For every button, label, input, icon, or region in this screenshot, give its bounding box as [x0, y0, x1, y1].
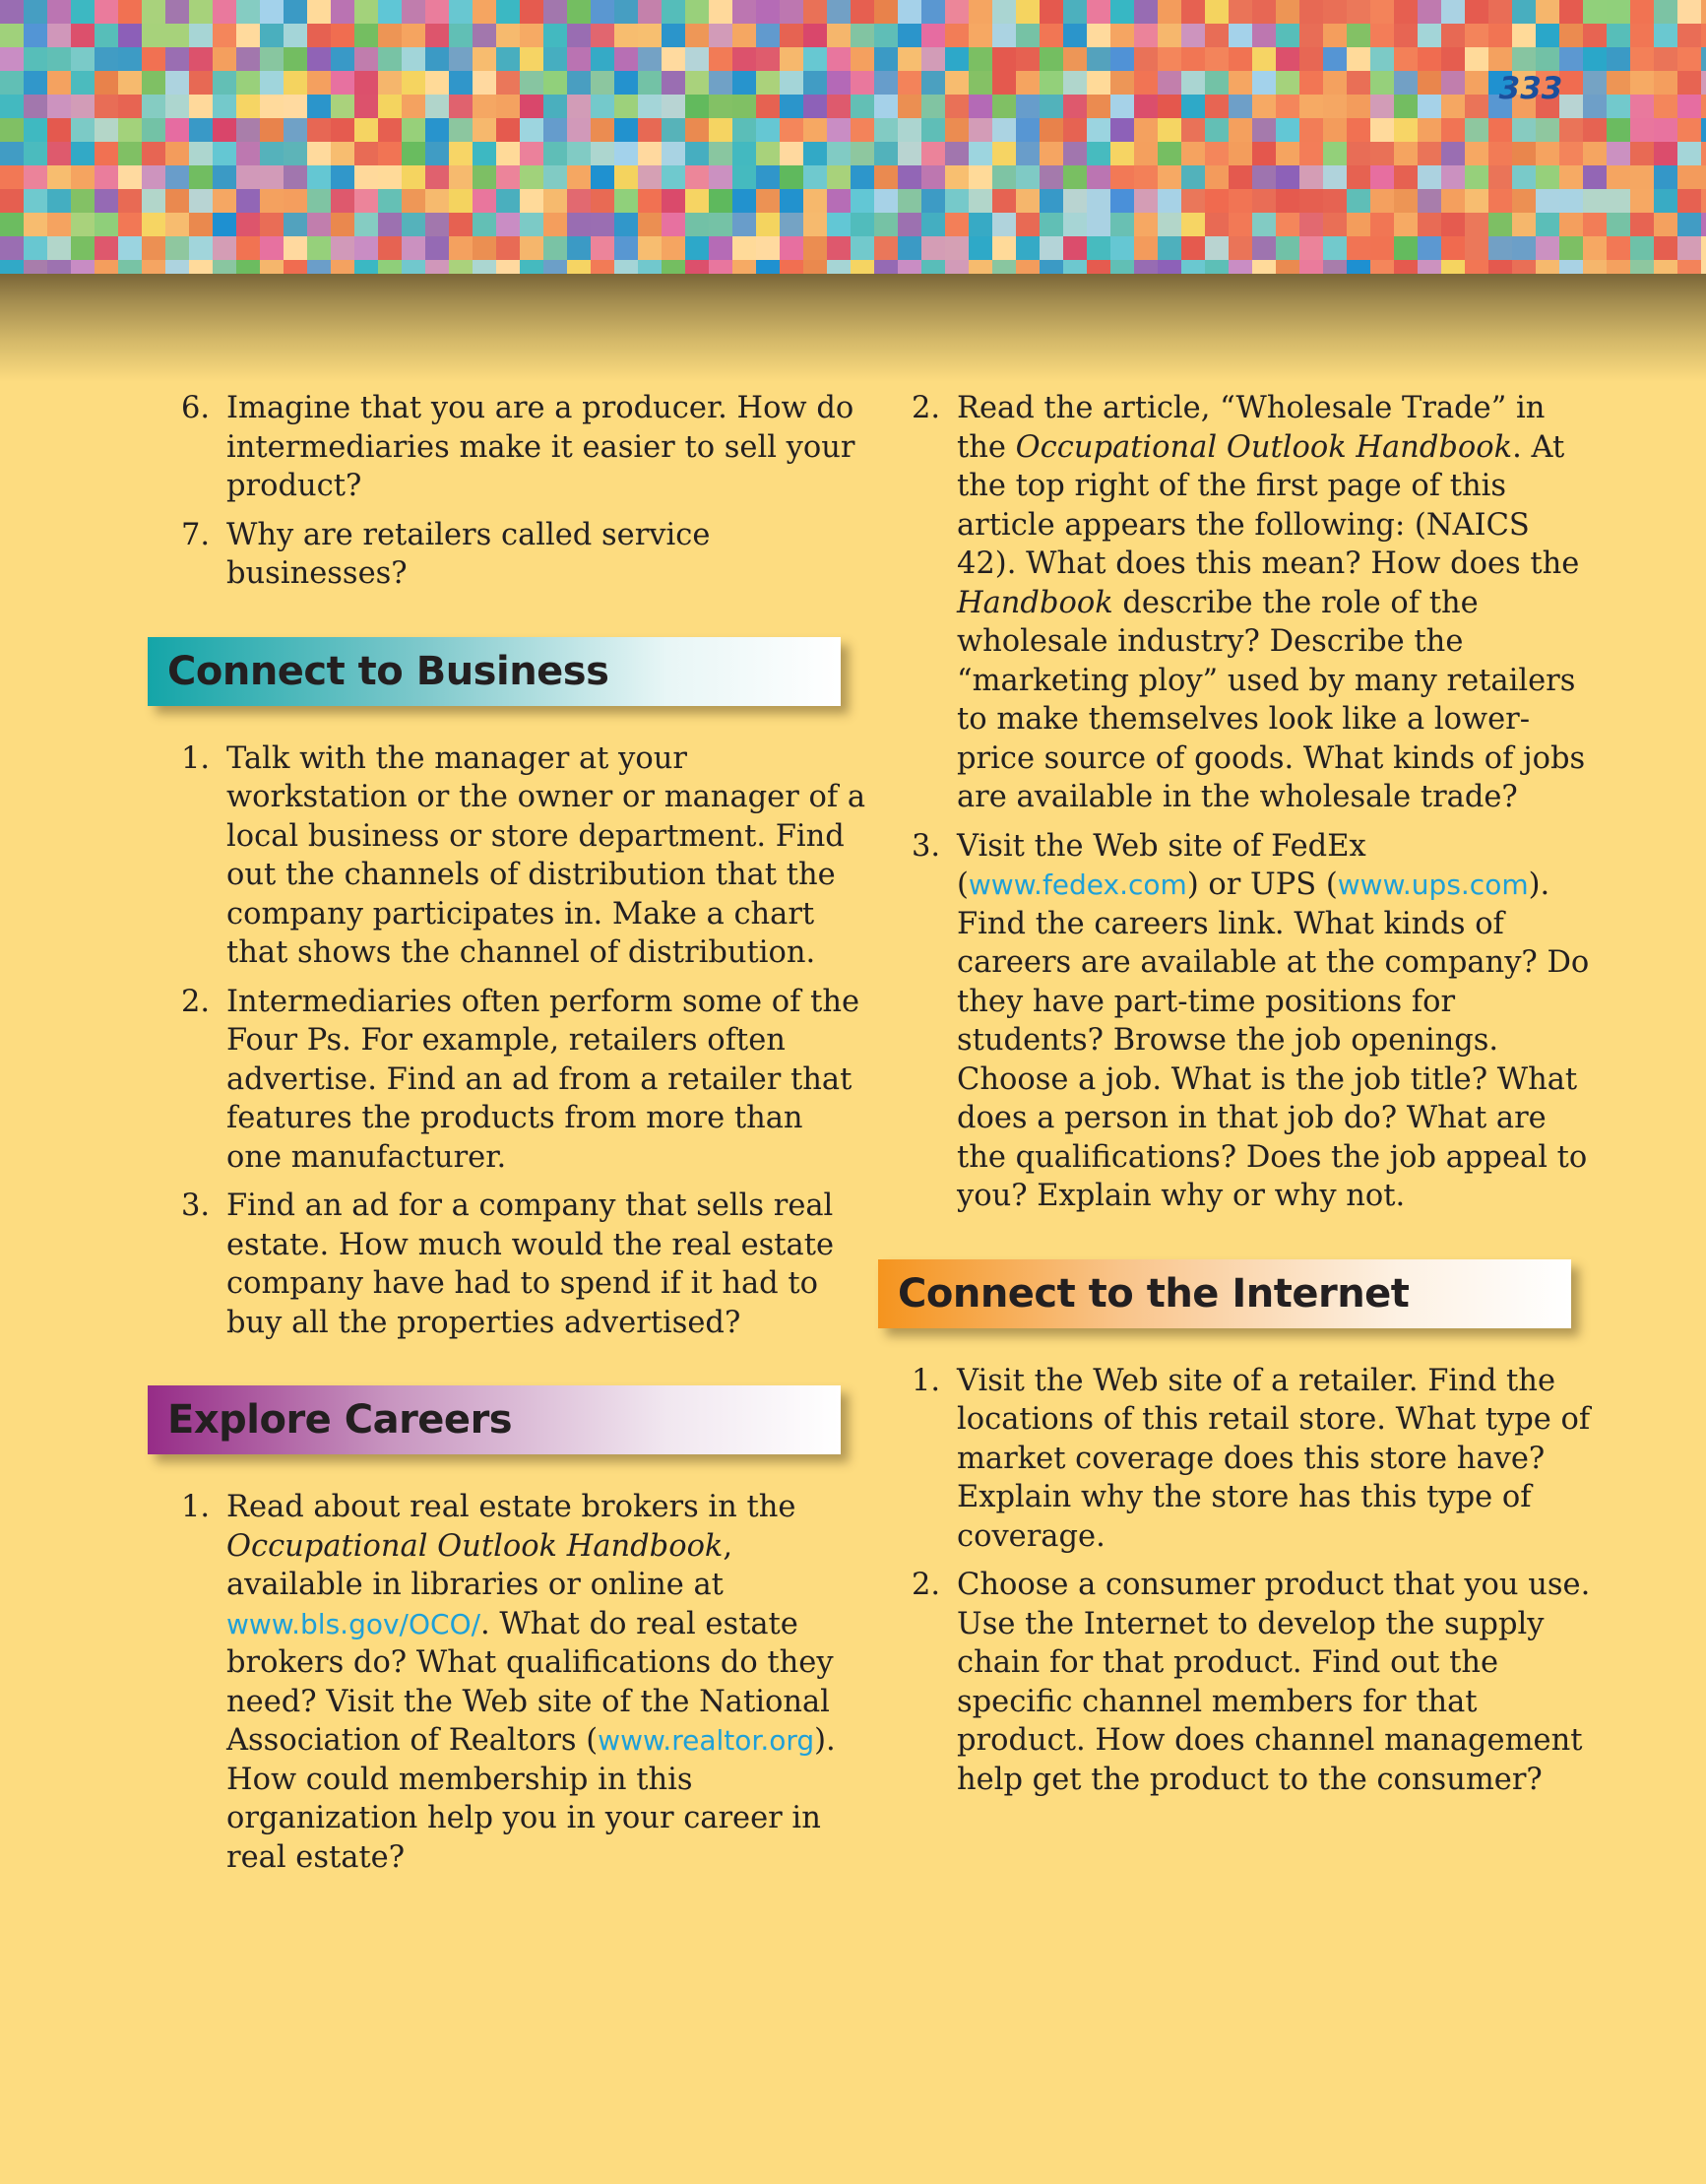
right-column: [898, 389, 1597, 1809]
web-link[interactable]: www.fedex.com: [968, 868, 1187, 901]
question-text: . At the top right of the first page of this article appears the following: (NAICS 42). What does this mean? How does the: [957, 429, 1580, 581]
question-text: Choose a consumer product that you use. Use the Internet to develop the supply chain for that product. Find out the specific channel members for that product. How does channel management help get the product to the consumer?: [957, 1568, 1591, 1797]
publication-title: Occupational Outlook Handbook: [226, 1528, 724, 1564]
question-item: [177, 389, 866, 506]
question-text: Visit the Web site of FedEx (: [957, 828, 1366, 902]
section-title: Connect to Business: [167, 648, 609, 694]
web-link[interactable]: www.realtor.org: [598, 1724, 815, 1757]
question-item: [177, 983, 866, 1178]
connect-to-business-list: [177, 739, 866, 1343]
connect-to-internet-heading: [878, 1259, 1571, 1328]
question-item: [177, 1488, 866, 1877]
question-number: 1.: [181, 740, 211, 776]
question-text: Talk with the manager at your workstation or the owner or manager of a local business or store department. Find out the channels of distribution that the company participates in. Make a chart that shows the channel of distribution.: [226, 740, 866, 970]
left-column: [167, 389, 866, 1887]
question-number: 1.: [912, 1363, 941, 1398]
question-text: Visit the Web site of a retailer. Find the locations of this retail store. What type of market coverage does this store have? Explain why the store has this type of coverage.: [957, 1363, 1591, 1554]
question-text: ). Find the careers link. What kinds of careers are available at the company? Do they have part-time positions for students? Browse the job openings. Choose a job. What is the job title? What does a person in that job do? What are the qualifications? Does the job appeal to you? Explain why or why not.: [957, 867, 1590, 1213]
connect-to-business-heading: [148, 637, 841, 706]
question-text: Find an ad for a company that sells real estate. How much would the real estate company have had to spend if it had to buy all the properties advertised?: [226, 1188, 835, 1340]
question-text: , available in libraries or online at: [226, 1528, 733, 1602]
question-number: 2.: [912, 391, 941, 425]
web-link[interactable]: www.ups.com: [1337, 868, 1529, 901]
question-text: Why are retailers called service businesses?: [226, 517, 711, 591]
question-item: [177, 739, 866, 973]
question-number: 3.: [181, 1188, 211, 1223]
question-item: [177, 516, 866, 594]
question-item: [177, 1187, 866, 1342]
question-text: describe the role of the wholesale industry? Describe the “marketing ploy” used by many retailers to make themselves look like a lower-price source of goods. What kinds of jobs are available in the wholesale trade?: [957, 585, 1586, 814]
publication-title: Occupational Outlook Handbook: [1015, 429, 1513, 465]
question-text: ) or UPS (: [1186, 867, 1338, 902]
pixel-mosaic-graphic: [0, 0, 1706, 281]
question-text: Imagine that you are a producer. How do intermediaries make it easier to sell your product?: [226, 391, 855, 503]
banner-shadow: [0, 274, 1706, 382]
explore-careers-heading: [148, 1385, 841, 1454]
review-questions-list: [177, 389, 866, 594]
publication-title: Handbook: [957, 585, 1113, 620]
explore-careers-list: [177, 1488, 866, 1877]
section-title: Explore Careers: [167, 1397, 513, 1443]
question-text: ). How could membership in this organization help you in your career in real estate?: [226, 1723, 836, 1875]
question-item: [908, 1566, 1597, 1799]
page-number: 333: [1498, 71, 1563, 106]
question-number: 3.: [912, 828, 941, 864]
question-text: Read the article, “Wholesale Trade” in the: [957, 391, 1546, 465]
question-number: 1.: [181, 1490, 211, 1524]
section-title: Connect to the Internet: [898, 1270, 1410, 1317]
question-number: 6.: [181, 391, 211, 425]
question-item: [908, 389, 1597, 817]
connect-to-internet-list: [908, 1362, 1597, 1800]
header-mosaic-banner: [0, 0, 1706, 281]
question-item: [908, 827, 1597, 1216]
question-number: 7.: [181, 517, 211, 552]
question-text: Intermediaries often perform some of the Four Ps. For example, retailers often advertise. Find an ad from a retailer that features the products from more than one manufacturer.: [226, 984, 860, 1175]
explore-careers-list-continued: [908, 389, 1597, 1216]
question-text: . What do real estate brokers do? What qualifications do they need? Visit the Web site of the National Association of Realtors (: [226, 1606, 834, 1758]
question-number: 2.: [181, 984, 211, 1019]
question-text: Read about real estate brokers in the: [226, 1490, 796, 1524]
web-link[interactable]: www.bls.gov/OCO/: [226, 1607, 481, 1640]
question-item: [908, 1362, 1597, 1557]
question-number: 2.: [912, 1568, 941, 1602]
